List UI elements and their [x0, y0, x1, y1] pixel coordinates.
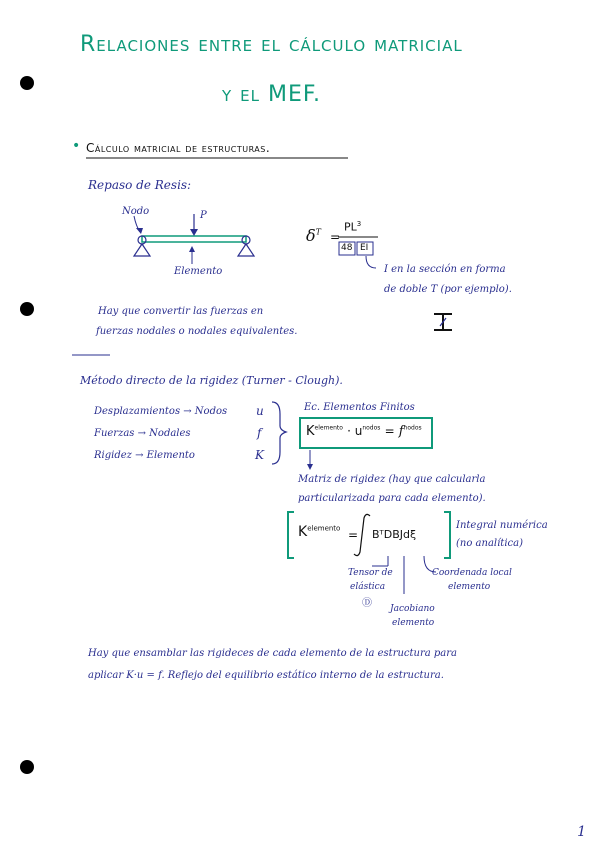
row-fuerzas: Fuerzas → Nodales	[94, 428, 191, 439]
integral-equals: =	[348, 528, 359, 542]
repaso-label: Repaso de Resis:	[88, 178, 192, 192]
jacobiano-line2: elemento	[392, 618, 435, 628]
tensor-line1: Tensor de	[348, 568, 393, 578]
tensor-symbol: Ⓓ	[362, 598, 372, 609]
tensor-line2: elástica	[350, 582, 386, 592]
integral-line1: Integral numérica	[456, 520, 548, 531]
elemento-label: Elemento	[174, 266, 223, 277]
seccion-line2: de doble T (por ejemplo).	[384, 284, 512, 295]
sym-u: u	[256, 404, 264, 418]
page-title-line2: y el MEF.	[222, 82, 321, 107]
curly-brace	[272, 402, 286, 464]
support-right	[238, 244, 254, 256]
beam-shape	[142, 236, 246, 242]
ec-label: Ec. Elementos Finitos	[304, 402, 415, 413]
convertir-line1: Hay que convertir las fuerzas en	[98, 306, 264, 317]
sym-k: K	[255, 448, 264, 462]
row-desplazamientos: Desplazamientos → Nodos	[94, 406, 228, 417]
matriz-line2: particularizada para cada elemento).	[298, 493, 486, 504]
jacobiano-line1: Jacobiano	[390, 604, 435, 614]
denominator-a: 48	[341, 243, 353, 253]
denominator-b: EI	[360, 243, 369, 253]
fe-equation: $K^{elemento} \cdot u^{nodos} = f^{nodos}$	[306, 424, 422, 439]
page-title-line1: Relaciones entre el cálculo matricial	[80, 32, 463, 57]
matriz-line1: Matriz de rigidez (hay que calcularla	[298, 474, 486, 485]
ensamblar-line1: Hay que ensamblar las rigideces de cada elemento de la estructura para	[88, 648, 458, 659]
integral-lhs: $K^{elemento}$	[298, 524, 341, 540]
section-bullet: •	[72, 138, 81, 154]
section-pointer	[366, 256, 376, 268]
sym-f: f	[257, 426, 262, 440]
nodo-label: Nodo	[122, 206, 150, 217]
support-left	[134, 244, 150, 256]
ensamblar-line2: aplicar K·u = f. Reflejo del equilibrio estático interno de la estructura.	[88, 670, 444, 681]
deflection-equals: =	[330, 230, 341, 244]
deflection-numerator: $PL^3$	[344, 220, 362, 234]
deflection-symbol: $\delta^T$	[306, 226, 321, 245]
nodo-pointer-head	[136, 228, 143, 234]
seccion-line1: I en la sección en forma	[384, 264, 506, 275]
coord-line2: elemento	[448, 582, 491, 592]
section-heading: Cálculo matricial de estructuras.	[86, 141, 271, 155]
row-rigidez: Rigidez → Elemento	[94, 450, 195, 461]
metodo-heading: Método directo de la rigidez (Turner - Clough).	[80, 374, 343, 387]
coord-line1: Coordenada local	[432, 568, 512, 578]
page-number: 1	[577, 824, 586, 840]
integral-line2: (no analítica)	[456, 538, 523, 549]
matriz-pointer-head	[307, 464, 313, 470]
int-bracket-right	[444, 512, 450, 558]
int-bracket-left	[288, 512, 294, 558]
integral-body: BᵀDBJdξ	[372, 528, 417, 541]
load-arrow-head	[190, 229, 198, 236]
elemento-pointer-head	[189, 246, 195, 252]
convertir-line2: fuerzas nodales o nodales equivalentes.	[96, 326, 298, 337]
load-label: P	[200, 210, 207, 221]
